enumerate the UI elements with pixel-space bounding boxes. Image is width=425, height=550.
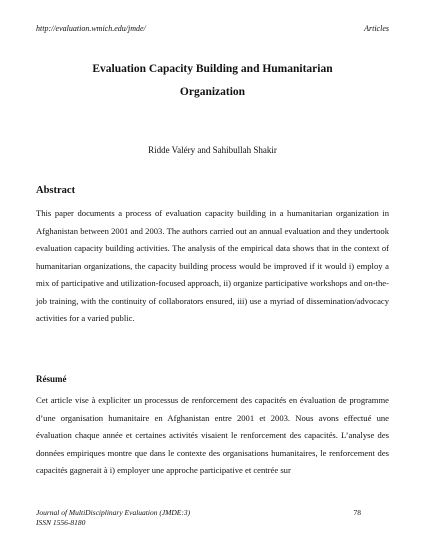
abstract-heading: Abstract	[36, 185, 76, 196]
abstract-body: This paper documents a process of evaluation capacity building in a humanitarian organization in Afghanistan between 2001 and 2003. The authors carried out an annual evaluation and they undertook evaluation capacity building activities. The analysis of the empirical data shows that in the context of humanitarian organizations, the capacity building process would be improved if it would i) employ a mix of participative and utilization-focused approach, ii) organize participative workshops and on-the-job training, with the continuity of collaborators ensured, iii) use a myriad of dissemination/advocacy activities for a varied public.	[36, 208, 389, 323]
resume-body: Cet article vise à expliciter un processus de renforcement des capacités en évaluation de programme d’une organisation humanitaire en Afghanistan entre 2001 et 2003. Nous avons effectué une évaluation chaque année et certaines activités visaient le renforcement des capacités. L’analyse des données empiriques montre que dans le contexte des organisations humanitaires, le renforcement des capacités gagnerait à i) employer une approche participative et centrée sur	[36, 395, 389, 475]
footer-citation	[36, 508, 190, 528]
author-line: Ridde Valéry and Sahibullah Shakir	[148, 145, 277, 155]
paper-title: Evaluation Capacity Building and Humanitarian Organization	[92, 63, 333, 98]
running-footer	[36, 508, 389, 532]
footer-journal: Journal of MultiDisciplinary Evaluation (JMDE:3)	[36, 508, 191, 517]
resume-heading: Résumé	[36, 374, 67, 384]
section-label: Articles	[364, 24, 389, 33]
journal-url[interactable]: http://evaluation.wmich.edu/jmde/	[36, 24, 146, 33]
footer-issn: ISSN 1556-8180	[36, 518, 86, 527]
running-header	[36, 24, 389, 36]
page-number: 78	[353, 508, 361, 517]
